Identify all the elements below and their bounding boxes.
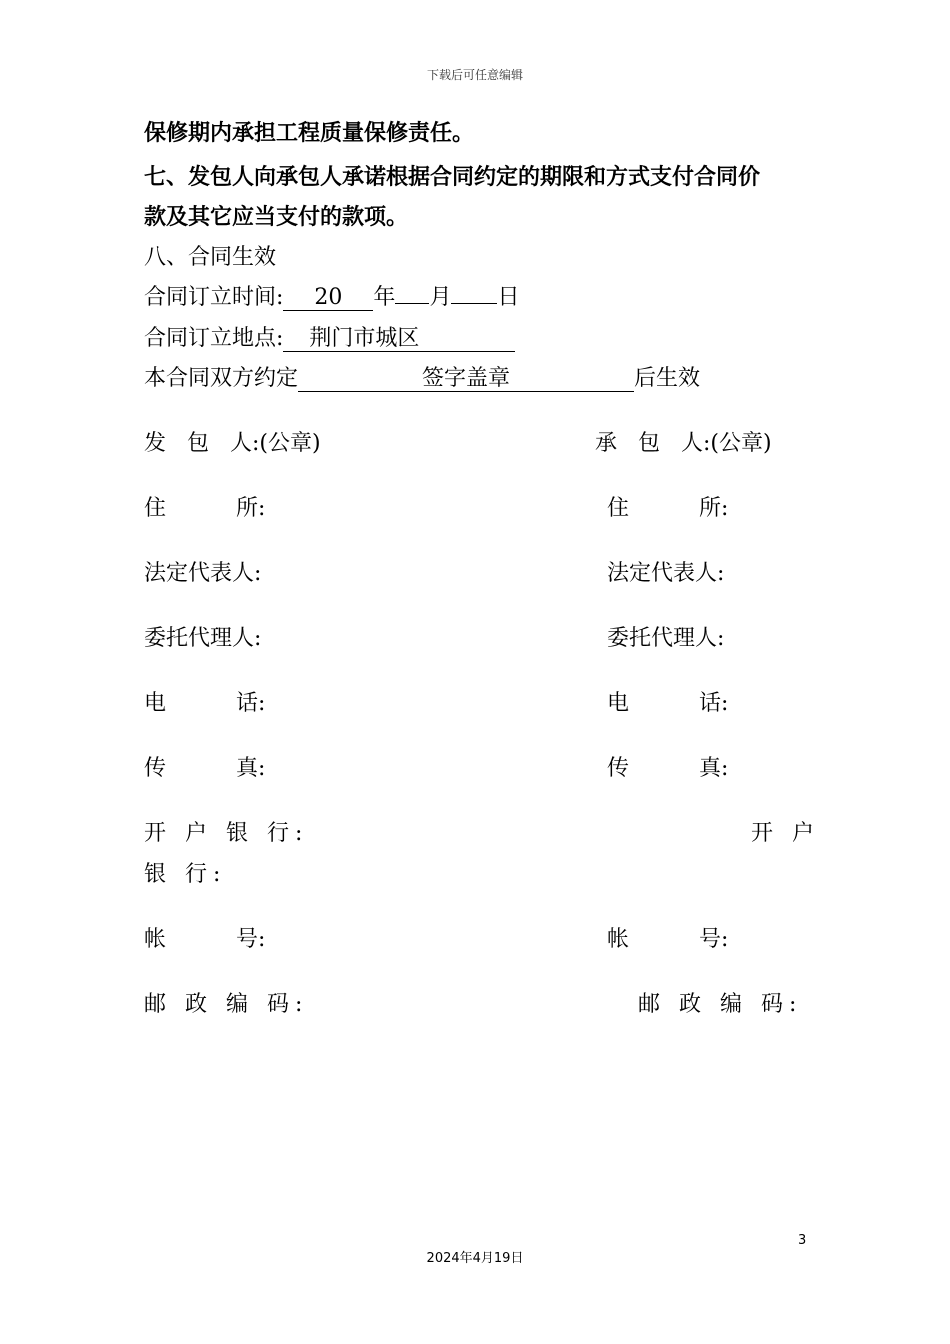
sign-time-month-blank <box>395 303 429 304</box>
page-header: 下载后可任意编辑 <box>426 68 523 82</box>
right-party-title: 承 包 人:(公章) <box>595 431 772 456</box>
sign-place-value: 荆门市城区 <box>283 327 515 352</box>
footer-date: 2024年4月19日 <box>426 1251 524 1266</box>
right-postcode-label: 邮 政 编 码: <box>638 992 803 1017</box>
section-heading-contract-effect: 八、合同生效 <box>144 245 277 270</box>
left-agent-label: 委托代理人: <box>144 626 262 651</box>
left-postcode-label: 邮 政 编 码: <box>144 992 309 1017</box>
right-bank-label-part1: 开 户 <box>751 821 820 846</box>
paragraph-line-1: 保修期内承担工程质量保修责任。 <box>144 120 475 146</box>
left-fax-label: 传 真: <box>144 756 266 781</box>
sign-time-month-unit: 月 <box>429 285 452 310</box>
left-account-label: 帐 号: <box>144 927 266 952</box>
sign-place-label: 合同订立地点: <box>144 326 284 351</box>
paragraph-line-2: 七、发包人向承包人承诺根据合同约定的期限和方式支付合同价 <box>144 164 761 190</box>
page-number: 3 <box>798 1233 807 1248</box>
left-legal-rep-label: 法定代表人: <box>144 561 262 586</box>
sign-place-line <box>144 324 515 354</box>
right-bank-label-part2: 银 行: <box>144 862 227 887</box>
sign-time-year-value: 20 <box>283 286 373 311</box>
right-account-label: 帐 号: <box>607 927 729 952</box>
effect-prefix: 本合同双方约定 <box>144 366 299 391</box>
effect-value: 签字盖章 <box>298 367 634 392</box>
right-phone-label: 电 话: <box>607 691 729 716</box>
right-legal-rep-label: 法定代表人: <box>607 561 725 586</box>
left-bank-label: 开 户 银 行: <box>144 821 309 846</box>
effect-suffix: 后生效 <box>634 366 701 391</box>
right-agent-label: 委托代理人: <box>607 626 725 651</box>
sign-time-label: 合同订立时间: <box>144 285 284 310</box>
sign-time-line <box>144 283 519 313</box>
left-party-title: 发 包 人:(公章) <box>144 431 321 456</box>
right-fax-label: 传 真: <box>607 756 729 781</box>
left-address-label: 住 所: <box>144 496 266 521</box>
sign-time-day-blank <box>451 303 497 304</box>
sign-time-day-unit: 日 <box>497 285 520 310</box>
effect-line <box>144 364 700 394</box>
sign-time-year-unit: 年 <box>373 285 396 310</box>
left-phone-label: 电 话: <box>144 691 266 716</box>
paragraph-line-3: 款及其它应当支付的款项。 <box>144 204 409 230</box>
right-address-label: 住 所: <box>607 496 729 521</box>
